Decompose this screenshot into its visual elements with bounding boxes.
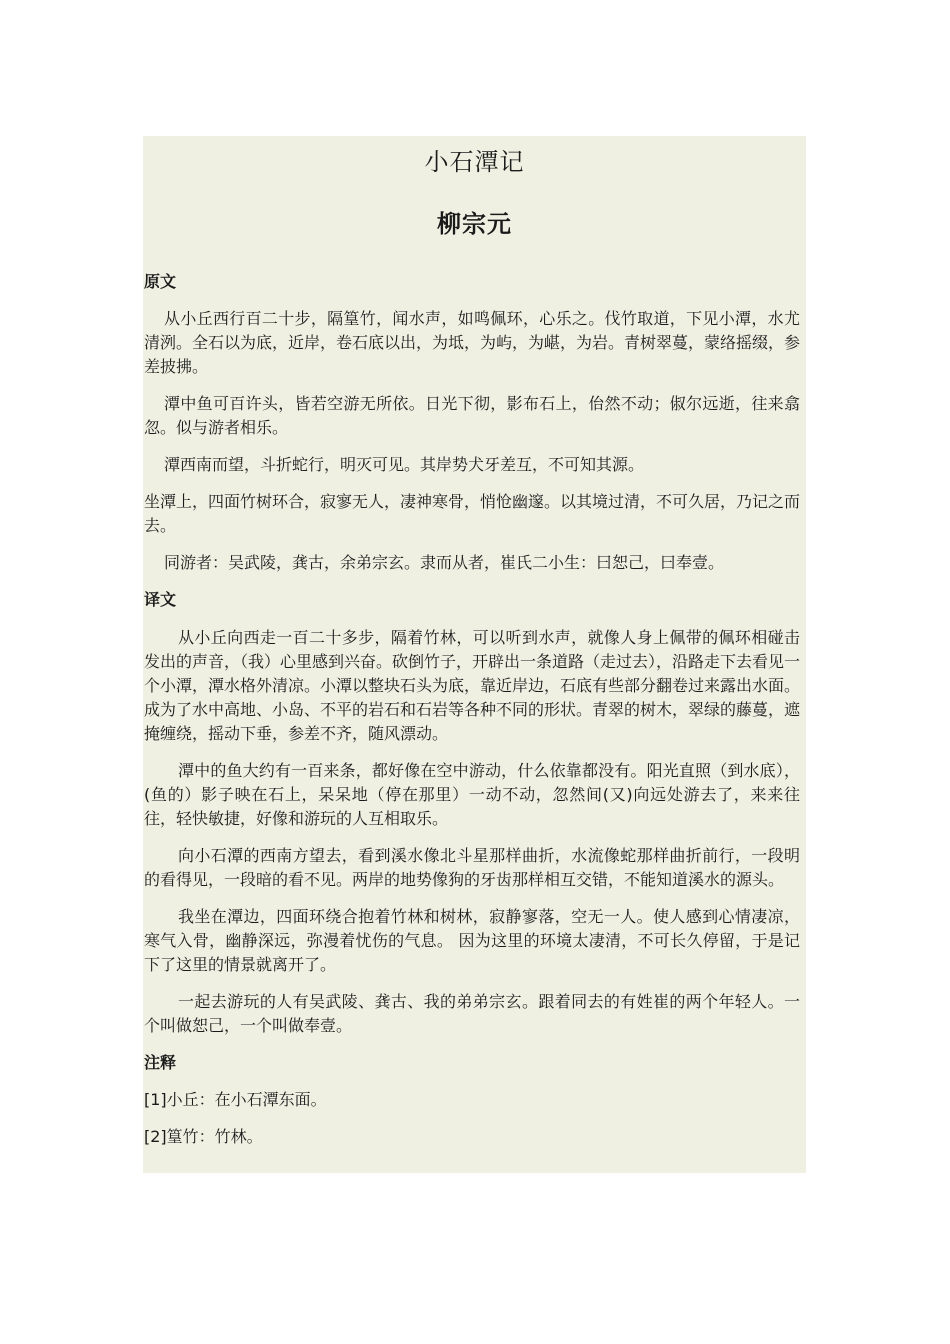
original-paragraph: 潭中鱼可百许头，皆若空游无所依。日光下彻，影布石上，佁然不动；俶尔远逝，往来翕忽。似与游者相乐。 (144, 394, 800, 437)
translation-paragraph: 一起去游玩的人有吴武陵、龚古、我的弟弟宗玄。跟着同去的有姓崔的两个年轻人。一个叫做恕己，一个叫做奉壹。 (144, 992, 800, 1035)
translation-paragraph: 从小丘向西走一百二十多步，隔着竹林，可以听到水声，就像人身上佩带的佩环相碰击发出的声音，（我）心里感到兴奋。砍倒竹子，开辟出一条道路（走过去），沿路走下去看见一个小潭，潭水格外清凉。小潭以整块石头为底，靠近岸边，石底有些部分翻卷过来露出水面。成为了水中高地、小岛、不平的岩石和石岩等各种不同的形状。青翠的树木，翠绿的藤蔓，遮掩缠绕，摇动下垂，参差不齐，随风漂动。 (144, 628, 801, 743)
section-heading-original: 原文 (144, 272, 177, 291)
original-paragraph: 坐潭上，四面竹树环合，寂寥无人，凄神寒骨，悄怆幽邃。以其境过清，不可久居，乃记之而去。 (144, 492, 801, 535)
note-item: [1]小丘：在小石潭东面。 (144, 1090, 327, 1109)
translation-paragraph: 潭中的鱼大约有一百来条，都好像在空中游动，什么依靠都没有。阳光直照（到水底），(鱼的）影子映在石上，呆呆地（停在那里）一动不动，忽然间(又)向远处游去了，来来往往，轻快敏捷，好像和游玩的人互相取乐。 (144, 761, 800, 828)
document-panel (143, 136, 806, 1173)
document-title: 小石潭记 (424, 148, 525, 176)
original-paragraph: 潭西南而望，斗折蛇行，明灭可见。其岸势犬牙差互，不可知其源。 (164, 455, 645, 474)
original-paragraph: 同游者：吴武陵，龚古，余弟宗玄。隶而从者，崔氏二小生：曰恕己，曰奉壹。 (164, 553, 725, 572)
section-heading-notes: 注释 (144, 1053, 177, 1072)
translation-paragraph: 向小石潭的西南方望去，看到溪水像北斗星那样曲折，水流像蛇那样曲折前行，一段明的看得见，一段暗的看不见。两岸的地势像狗的牙齿那样相互交错，不能知道溪水的源头。 (144, 846, 800, 889)
document-author: 柳宗元 (437, 210, 512, 238)
translation-paragraph: 我坐在潭边，四面环绕合抱着竹林和树林，寂静寥落，空无一人。使人感到心情凄凉，寒气入骨，幽静深远，弥漫着忧伤的气息。 因为这里的环境太凄清，不可长久停留，于是记下了这里的情景就离开了。 (144, 907, 800, 974)
note-item: [2]篁竹：竹林。 (144, 1127, 263, 1146)
section-heading-translation: 译文 (144, 590, 177, 609)
original-paragraph: 从小丘西行百二十步，隔篁竹，闻水声，如鸣佩环，心乐之。伐竹取道，下见小潭，水尤清洌。全石以为底，近岸，卷石底以出，为坻，为屿，为嵁，为岩。青树翠蔓，蒙络摇缀，参差披拂。 (144, 309, 801, 376)
